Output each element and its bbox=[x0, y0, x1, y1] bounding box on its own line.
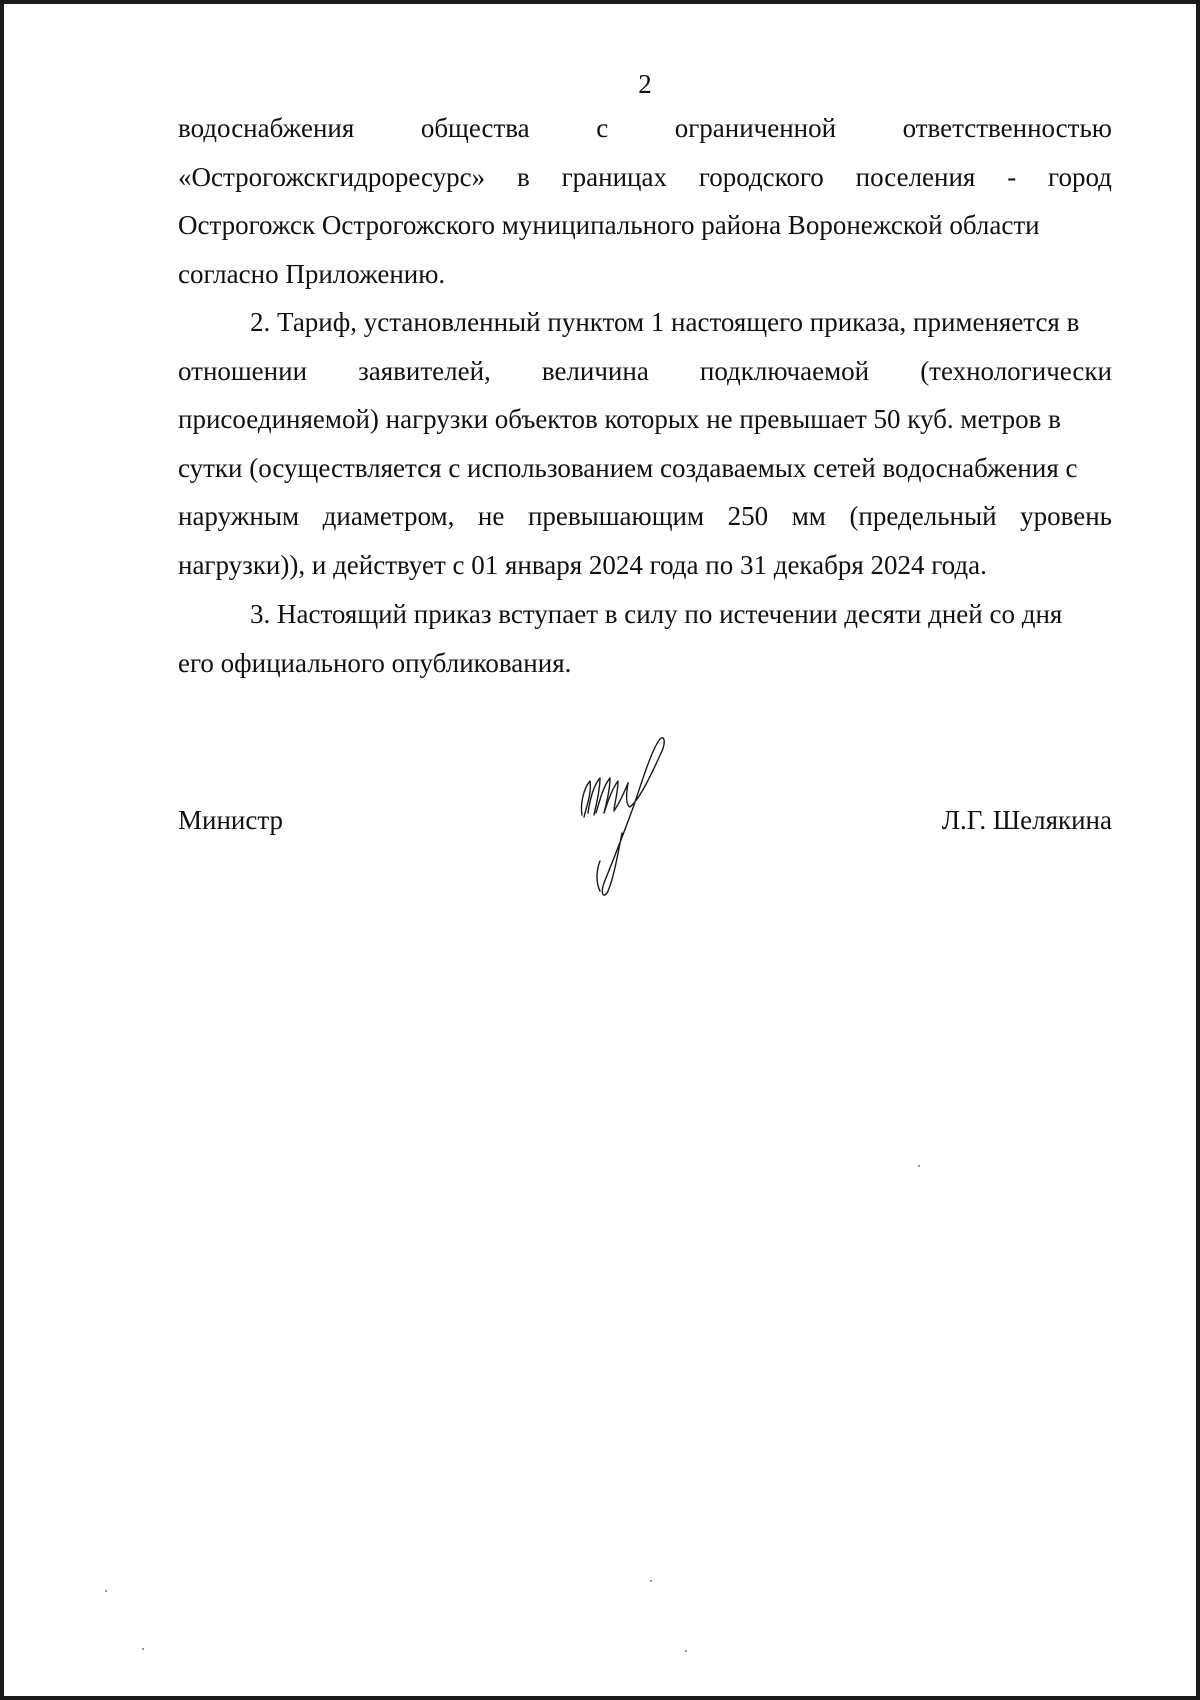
paragraph-1 bbox=[178, 104, 1112, 298]
paragraph-1-line-4: согласно Приложению. bbox=[178, 258, 446, 289]
page-number: 2 bbox=[638, 69, 652, 99]
signer-position: Министр bbox=[178, 805, 283, 835]
scan-speck bbox=[685, 1650, 687, 1652]
paragraph-1-line-2: «Острогожскгидроресурс» в границах городского поселения - город bbox=[178, 161, 1112, 192]
paragraph-2-line-6: нагрузки)), и действует с 01 января 2024 года по 31 декабря 2024 года. bbox=[178, 549, 987, 580]
paragraph-2-line-1: 2. Тариф, установленный пунктом 1 настоящего приказа, применяется в bbox=[250, 307, 1080, 337]
scan-speck bbox=[105, 1590, 107, 1592]
signature-stroke bbox=[602, 738, 664, 895]
paragraph-2-line-4: сутки (осуществляется с использованием создаваемых сетей водоснабжения с bbox=[178, 452, 1078, 483]
paragraph-3-line-2: его официального опубликования. bbox=[178, 647, 572, 678]
paragraph-1-line-3: Острогожск Острогожского муниципального района Воронежской области bbox=[178, 210, 1040, 241]
handwritten-signature bbox=[570, 733, 690, 903]
signature-stroke bbox=[597, 861, 600, 891]
paragraph-2 bbox=[178, 298, 1112, 590]
scan-speck bbox=[918, 1165, 920, 1167]
paragraph-3-line-1: 3. Настоящий приказ вступает в силу по истечении десяти дней со дня bbox=[250, 599, 1063, 629]
paragraph-1-line-1: водоснабжения общества с ограниченной ответственностью bbox=[178, 113, 1112, 143]
paragraph-3 bbox=[178, 590, 1112, 687]
signature-stroke bbox=[581, 781, 590, 817]
paragraph-2-line-2: отношении заявителей, величина подключаемой (технологически bbox=[178, 355, 1112, 386]
scan-speck bbox=[650, 1580, 652, 1582]
paragraph-2-line-3: присоединяемой) нагрузки объектов которых не превышает 50 куб. метров в bbox=[178, 404, 1061, 435]
signer-name: Л.Г. Шелякина bbox=[941, 805, 1112, 835]
scan-speck bbox=[142, 1648, 144, 1650]
paragraph-2-line-5: наружным диаметром, не превышающим 250 мм (предельный уровень bbox=[178, 501, 1112, 532]
